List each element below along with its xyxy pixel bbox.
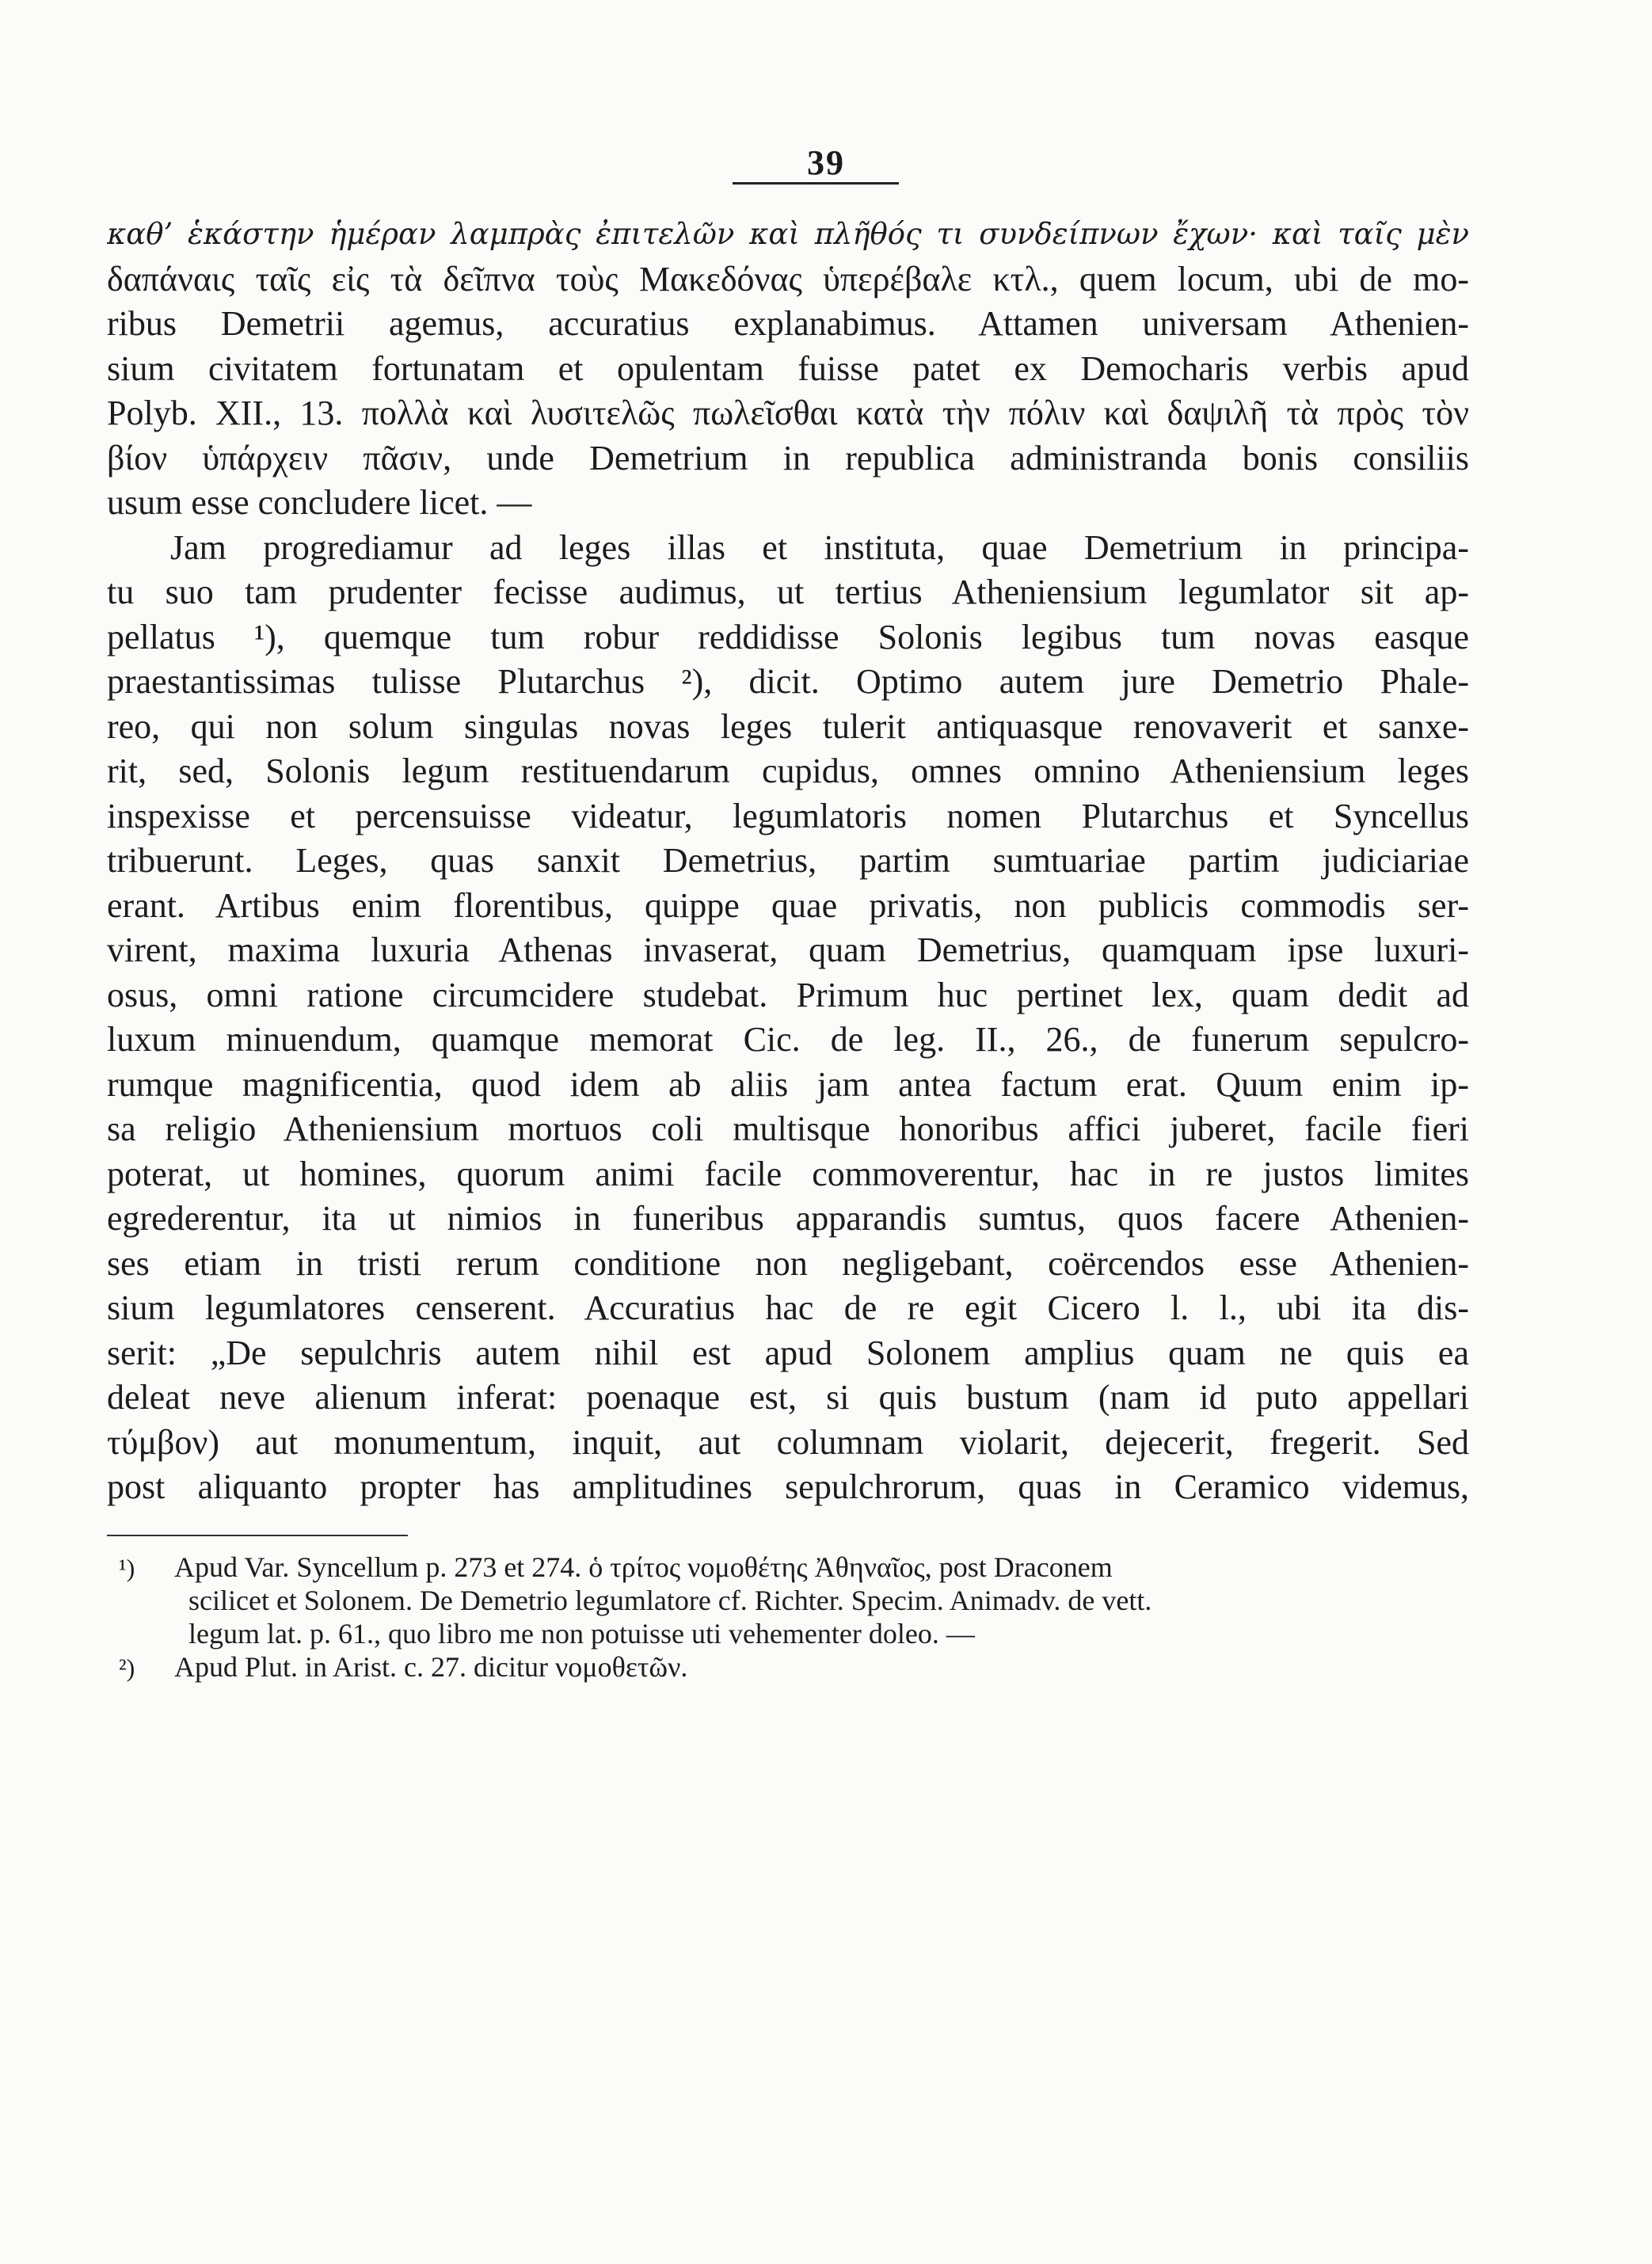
footnote-line (119, 1551, 1473, 1584)
footnotes (119, 1551, 1473, 1684)
text-line: reo, qui non solum singulas novas leges tulerit antiquasque renovaverit et sanxe- (107, 706, 1469, 746)
header-rule (733, 182, 899, 185)
footnote-rule (107, 1535, 408, 1536)
text-line: καθ’ ἑκάστην ἡμέραν λαμπρὰς ἐπιτελῶν καὶ πλῆθός τι συνδείπνων ἔχων· καὶ ταῖς μὲν (107, 217, 1469, 251)
text-line: egrederentur, ita ut nimios in funeribus apparandis sumtus, quos facere Athenien- (107, 1199, 1469, 1238)
footnote-text: Apud Var. Syncellum p. 273 et 274. ὁ τρίτος νομοθέτης Ἀθηναῖος, post Draconem (174, 1551, 1113, 1583)
text-line: tribuerunt. Leges, quas sanxit Demetrius, partim sumtuariae partim judiciariae (107, 841, 1469, 880)
text-line: deleat neve alienum inferat: poenaque est, si quis bustum (nam id puto appellari (107, 1378, 1469, 1417)
text-line: βίον ὑπάρχειν πᾶσιν, unde Demetrium in republica administranda bonis consiliis (107, 438, 1469, 478)
text-line: rit, sed, Solonis legum restituendarum cupidus, omnes omnino Atheniensium leges (107, 751, 1469, 790)
text-line: sium civitatem fortunatam et opulentam fuisse patet ex Democharis verbis apud (107, 348, 1469, 388)
text-line: usum esse concludere licet. — (107, 483, 532, 522)
text-line: poterat, ut homines, quorum animi facile commoverentur, hac in re justos limites (107, 1154, 1469, 1193)
text-line: sa religio Atheniensium mortuos coli multisque honoribus affici juberet, facile fieri (107, 1109, 1469, 1148)
footnote (119, 1650, 1473, 1684)
footnote-text: legum lat. p. 61., quo libro me non potuisse uti vehementer doleo. — (188, 1618, 975, 1649)
footnote-line (119, 1650, 1473, 1684)
text-line: virent, maxima luxuria Athenas invaserat, quam Demetrius, quamquam ipse luxuri- (107, 930, 1469, 969)
text-line: praestantissimas tulisse Plutarchus ²), dicit. Optimo autem jure Demetrio Phale- (107, 662, 1469, 701)
text-line: inspexisse et percensuisse videatur, legumlatoris nomen Plutarchus et Syncellus (107, 796, 1469, 835)
text-line: Polyb. XII., 13. πολλὰ καὶ λυσιτελῶς πωλεῖσθαι κατὰ τὴν πόλιν καὶ δαψιλῆ τὰ πρὸς τὸν (107, 394, 1469, 432)
text-line: luxum minuendum, quamque memorat Cic. de leg. II., 26., de funerum sepulcro- (107, 1020, 1469, 1059)
text-line: τύμβον) aut monumentum, inquit, aut columnam violarit, dejecerit, fregerit. Sed (107, 1422, 1469, 1462)
text-line: ses etiam in tristi rerum conditione non negligebant, coërcendos esse Athenien- (107, 1243, 1469, 1283)
footnote-text: scilicet et Solonem. De Demetrio legumlatore cf. Richter. Specim. Animadv. de vett. (188, 1585, 1152, 1616)
text-line: δαπάναις ταῖς εἰς τὰ δεῖπνα τοὺς Μακεδόνας ὑπερέβαλε κτλ., quem locum, ubi de mo- (107, 259, 1469, 299)
text-line: serit: „De sepulchris autem nihil est apud Solonem amplius quam ne quis ea (107, 1333, 1469, 1372)
footnote-line (119, 1617, 1473, 1650)
body-text (107, 212, 1469, 1510)
text-line: pellatus ¹), quemque tum robur reddidisse Solonis legibus tum novas easque (107, 617, 1469, 656)
text-line: ribus Demetrii agemus, accuratius explanabimus. Attamen universam Athenien- (107, 304, 1469, 343)
footnote-mark: ²) (119, 1653, 135, 1682)
text-line: rumque magnificentia, quod idem ab aliis jam antea factum erat. Quum enim ip- (107, 1064, 1469, 1104)
footnote-text: Apud Plut. in Arist. c. 27. dicitur νομοθετῶν. (174, 1651, 688, 1683)
footnote-mark: ¹) (119, 1554, 135, 1582)
text-line: sium legumlatores censerent. Accuratius hac de re egit Cicero l. l., ubi ita dis- (107, 1288, 1469, 1327)
text-line: tu suo tam prudenter fecisse audimus, ut tertius Atheniensium legumlator sit ap- (107, 573, 1469, 611)
page-number: 39 (807, 143, 845, 182)
footnote (119, 1551, 1473, 1650)
footnote-line (119, 1584, 1473, 1617)
text-line: erant. Artibus enim florentibus, quippe quae privatis, non publicis commodis ser- (107, 885, 1469, 925)
text-line: Jam progrediamur ad leges illas et instituta, quae Demetrium in principa- (170, 527, 1469, 567)
text-line: osus, omni ratione circumcidere studebat. Primum huc pertinet lex, quam dedit ad (107, 975, 1469, 1014)
text-line: post aliquanto propter has amplitudines sepulchrorum, quas in Ceramico videmus, (107, 1467, 1469, 1506)
